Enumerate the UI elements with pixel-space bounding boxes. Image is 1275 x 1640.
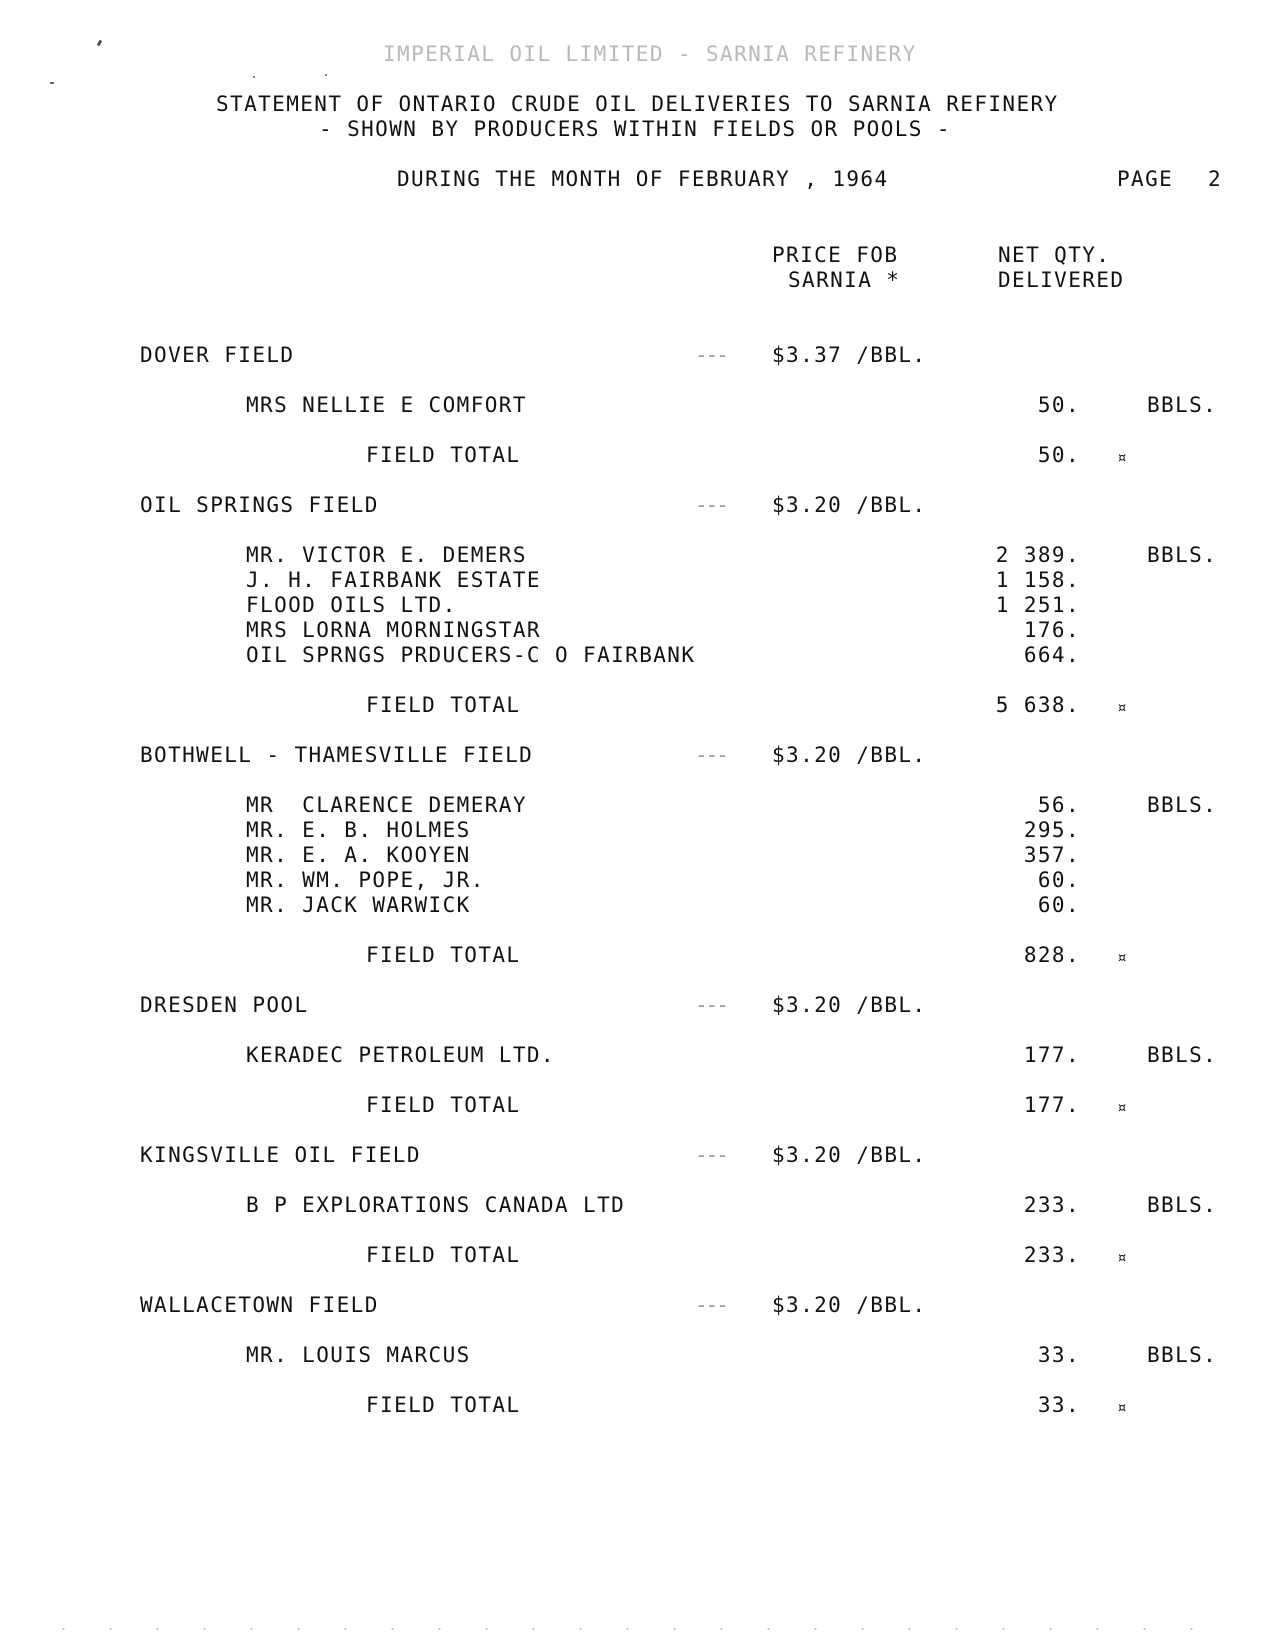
leader-dash: --- [695, 1293, 727, 1317]
page-number: 2 [1208, 167, 1223, 191]
producer-name: B P EXPLORATIONS CANADA LTD [246, 1193, 626, 1217]
statement-title: STATEMENT OF ONTARIO CRUDE OIL DELIVERIES TO SARNIA REFINERY [216, 92, 1059, 116]
field-total-label: FIELD TOTAL [366, 1093, 521, 1117]
field-price: $3.20 /BBL. [772, 993, 927, 1017]
producer-qty: 60. [1037, 868, 1080, 892]
producer-qty: 295. [1023, 818, 1080, 842]
field-total-qty: 5 638. [995, 693, 1080, 717]
leader-dash: --- [695, 493, 727, 517]
field-total-qty: 828. [1023, 943, 1080, 967]
producer-qty: 177. [1023, 1043, 1080, 1067]
field-total-label: FIELD TOTAL [366, 1393, 521, 1417]
field-total-label: FIELD TOTAL [366, 443, 521, 467]
producer-name: MRS LORNA MORNINGSTAR [246, 618, 541, 642]
field-total-qty: 233. [1023, 1243, 1080, 1267]
field-price: $3.20 /BBL. [772, 1143, 927, 1167]
producer-qty: 33. [1037, 1343, 1080, 1367]
field-price: $3.37 /BBL. [772, 343, 927, 367]
producer-qty: 176. [1023, 618, 1080, 642]
field-total-qty: 177. [1023, 1093, 1080, 1117]
producer-name: MRS NELLIE E COMFORT [246, 393, 527, 417]
leader-dash: --- [695, 743, 727, 767]
unit-label: BBLS. [1147, 793, 1218, 817]
page-bottom-perforation [40, 1628, 1235, 1630]
total-mark: ¤ [1117, 1098, 1129, 1117]
producer-name: MR. WM. POPE, JR. [246, 868, 485, 892]
producer-qty: 1 251. [995, 593, 1080, 617]
total-mark: ¤ [1117, 698, 1129, 717]
field-total-label: FIELD TOTAL [366, 693, 521, 717]
producer-name: MR. E. A. KOOYEN [246, 843, 471, 867]
producer-name: MR CLARENCE DEMERAY [246, 793, 527, 817]
producer-name: FLOOD OILS LTD. [246, 593, 457, 617]
qty-column-header: NET QTY. [998, 243, 1111, 267]
leader-dash: --- [695, 343, 727, 367]
producer-qty: 664. [1023, 643, 1080, 667]
price-column-header-2: SARNIA * [788, 268, 901, 292]
producer-name: J. H. FAIRBANK ESTATE [246, 568, 541, 592]
producer-qty: 60. [1037, 893, 1080, 917]
unit-label: BBLS. [1147, 543, 1218, 567]
unit-label: BBLS. [1147, 1193, 1218, 1217]
total-mark: ¤ [1117, 1248, 1129, 1267]
price-column-header: PRICE FOB [772, 243, 899, 267]
field-price: $3.20 /BBL. [772, 743, 927, 767]
field-price: $3.20 /BBL. [772, 1293, 927, 1317]
unit-label: BBLS. [1147, 1343, 1218, 1367]
field-total-label: FIELD TOTAL [366, 943, 521, 967]
field-name: BOTHWELL - THAMESVILLE FIELD [140, 743, 534, 767]
scan-speck [97, 40, 103, 47]
page-label: PAGE [1117, 167, 1174, 191]
field-name: OIL SPRINGS FIELD [140, 493, 379, 517]
producer-name: MR. VICTOR E. DEMERS [246, 543, 527, 567]
company-header: IMPERIAL OIL LIMITED - SARNIA REFINERY [383, 42, 917, 66]
field-total-qty: 33. [1037, 1393, 1080, 1417]
field-name: WALLACETOWN FIELD [140, 1293, 379, 1317]
unit-label: BBLS. [1147, 393, 1218, 417]
field-name: KINGSVILLE OIL FIELD [140, 1143, 421, 1167]
unit-label: BBLS. [1147, 1043, 1218, 1067]
field-price: $3.20 /BBL. [772, 493, 927, 517]
leader-dash: --- [695, 993, 727, 1017]
scan-speck [50, 82, 54, 84]
producer-name: KERADEC PETROLEUM LTD. [246, 1043, 555, 1067]
leader-dash: --- [695, 1143, 727, 1167]
total-mark: ¤ [1117, 948, 1129, 967]
producer-qty: 233. [1023, 1193, 1080, 1217]
total-mark: ¤ [1117, 1398, 1129, 1417]
producer-name: OIL SPRNGS PRDUCERS-C O FAIRBANK [246, 643, 696, 667]
producer-name: MR. JACK WARWICK [246, 893, 471, 917]
field-name: DOVER FIELD [140, 343, 295, 367]
producer-name: MR. E. B. HOLMES [246, 818, 471, 842]
statement-subtitle: - SHOWN BY PRODUCERS WITHIN FIELDS OR POOLS - [319, 117, 951, 141]
producer-qty: 50. [1037, 393, 1080, 417]
reporting-period: DURING THE MONTH OF FEBRUARY , 1964 [397, 167, 889, 191]
scan-speck [325, 74, 327, 76]
producer-name: MR. LOUIS MARCUS [246, 1343, 471, 1367]
field-name: DRESDEN POOL [140, 993, 309, 1017]
producer-qty: 2 389. [995, 543, 1080, 567]
producer-qty: 1 158. [995, 568, 1080, 592]
scan-speck [253, 76, 255, 78]
producer-qty: 357. [1023, 843, 1080, 867]
field-total-qty: 50. [1037, 443, 1080, 467]
qty-column-header-2: DELIVERED [998, 268, 1125, 292]
field-total-label: FIELD TOTAL [366, 1243, 521, 1267]
total-mark: ¤ [1117, 448, 1129, 467]
producer-qty: 56. [1037, 793, 1080, 817]
